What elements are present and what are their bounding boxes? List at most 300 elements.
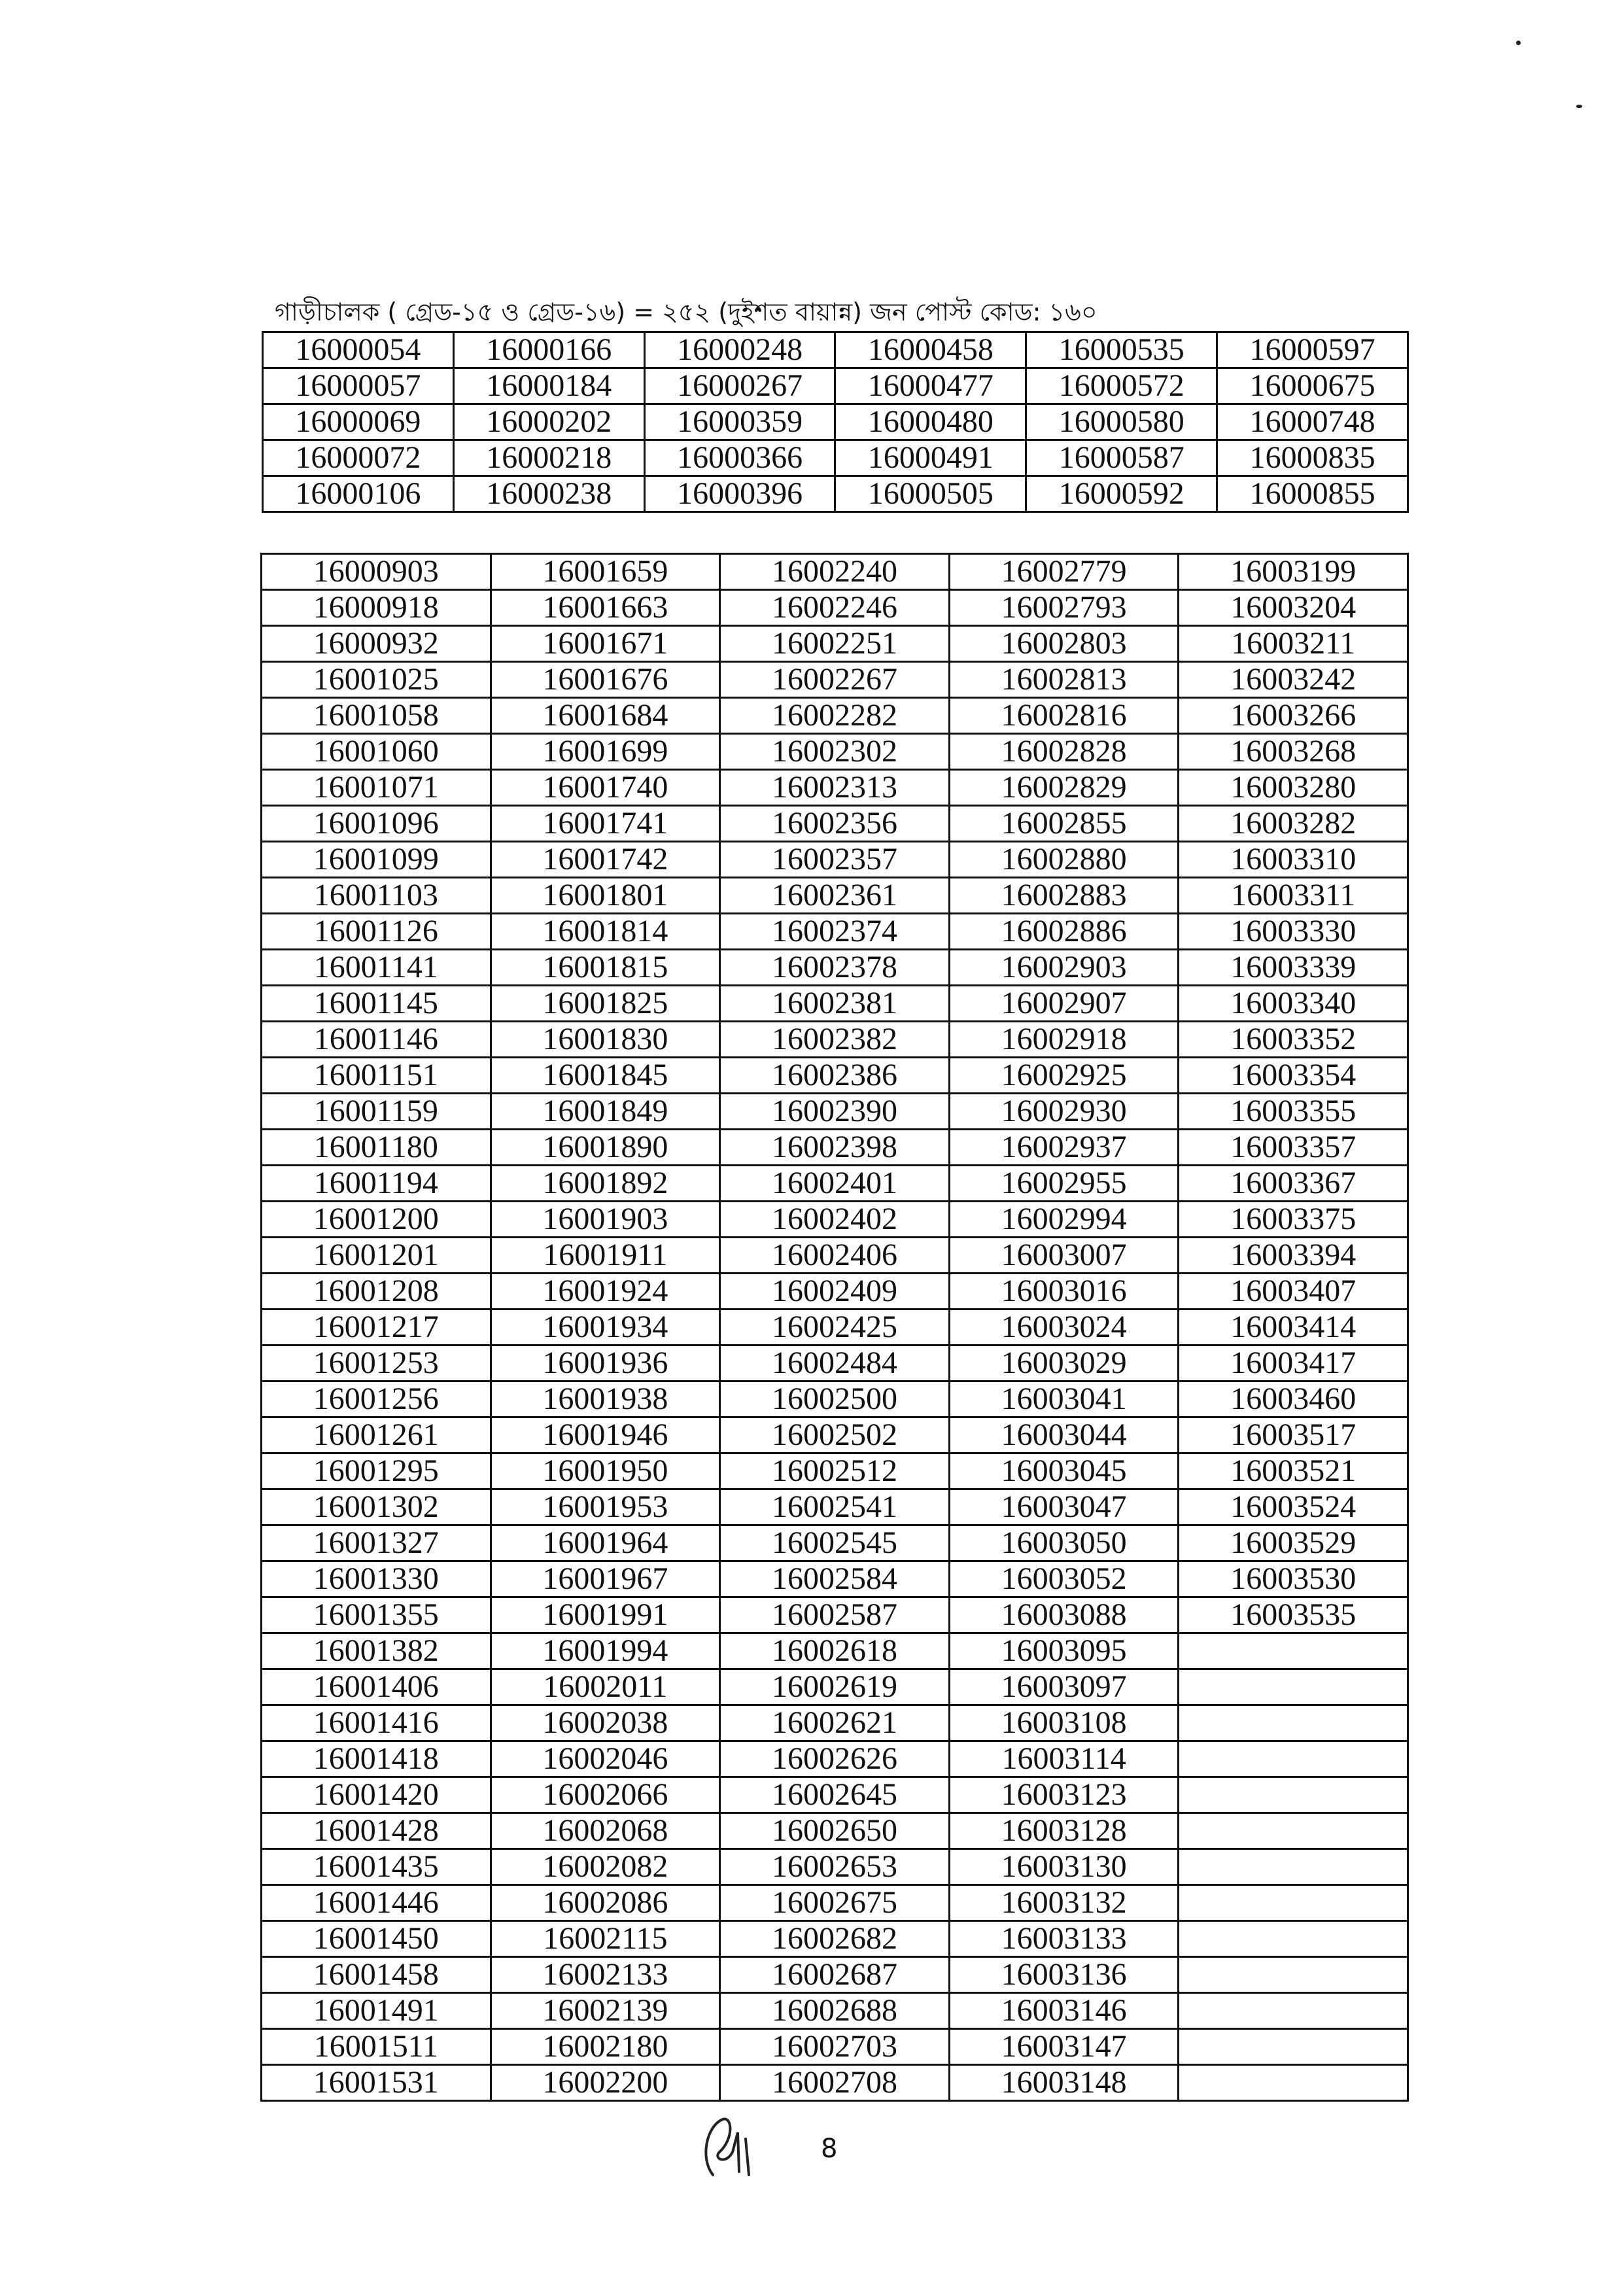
- roll-number-cell: 16001458: [262, 1957, 491, 1993]
- roll-number-cell: 16002386: [720, 1058, 950, 1094]
- roll-number-cell: 16002038: [491, 1705, 720, 1741]
- roll-number-cell: 16001491: [262, 1993, 491, 2029]
- table-row: [262, 986, 1408, 1022]
- roll-number-cell: 16001814: [491, 914, 720, 950]
- roll-number-cell: 16000359: [644, 404, 835, 440]
- roll-number-cell: 16003310: [1179, 842, 1408, 878]
- roll-number-cell: 16002313: [720, 770, 950, 806]
- roll-number-cell: 16000054: [263, 332, 454, 368]
- roll-number-cell: 16001946: [491, 1417, 720, 1453]
- roll-number-cell: 16001967: [491, 1561, 720, 1597]
- roll-number-cell: 16000748: [1217, 404, 1408, 440]
- roll-number-cell: 16001446: [262, 1885, 491, 1921]
- roll-number-cell: [1179, 1633, 1408, 1669]
- roll-number-cell: 16003029: [949, 1346, 1179, 1381]
- roll-number-cell: 16003330: [1179, 914, 1408, 950]
- roll-number-table-1: [262, 331, 1409, 513]
- roll-number-cell: 16002994: [949, 1202, 1179, 1238]
- roll-number-cell: 16003146: [949, 1993, 1179, 2029]
- roll-number-cell: 16002930: [949, 1094, 1179, 1130]
- table-row: [263, 440, 1408, 476]
- table-row: [263, 368, 1408, 404]
- roll-number-cell: 16002793: [949, 590, 1179, 626]
- roll-number-cell: 16002302: [720, 734, 950, 770]
- roll-number-cell: [1179, 1741, 1408, 1777]
- roll-number-cell: 16002779: [949, 554, 1179, 590]
- roll-number-cell: 16002682: [720, 1921, 950, 1957]
- roll-number-cell: 16001531: [262, 2065, 491, 2101]
- roll-number-cell: 16000057: [263, 368, 454, 404]
- roll-number-cell: 16002645: [720, 1777, 950, 1813]
- roll-number-cell: 16000458: [835, 332, 1026, 368]
- roll-number-cell: 16001416: [262, 1705, 491, 1741]
- roll-number-cell: 16003052: [949, 1561, 1179, 1597]
- roll-number-cell: 16001180: [262, 1130, 491, 1166]
- roll-number-cell: 16002011: [491, 1669, 720, 1705]
- roll-number-cell: 16003266: [1179, 698, 1408, 734]
- roll-number-cell: 16003016: [949, 1274, 1179, 1310]
- section-heading: গাড়ীচালক ( গ্রেড-১৫ ও গ্রেড-১৬) = ২৫২ (দুইশত বায়ান্ন) জন পোস্ট কোড: ১৬০: [275, 298, 1097, 326]
- roll-number-cell: 16001302: [262, 1489, 491, 1525]
- roll-number-cell: 16003050: [949, 1525, 1179, 1561]
- table-row: [262, 1202, 1408, 1238]
- roll-number-cell: 16002618: [720, 1633, 950, 1669]
- roll-number-cell: 16003123: [949, 1777, 1179, 1813]
- roll-number-cell: 16001741: [491, 806, 720, 842]
- roll-number-cell: 16000106: [263, 476, 454, 512]
- roll-number-cell: 16003095: [949, 1633, 1179, 1669]
- roll-number-cell: 16002541: [720, 1489, 950, 1525]
- roll-number-cell: 16003524: [1179, 1489, 1408, 1525]
- table-row: [262, 950, 1408, 986]
- roll-number-cell: 16001934: [491, 1310, 720, 1346]
- roll-number-cell: 16002907: [949, 986, 1179, 1022]
- roll-number-cell: 16002955: [949, 1166, 1179, 1202]
- roll-number-cell: [1179, 1705, 1408, 1741]
- roll-number-cell: 16003045: [949, 1453, 1179, 1489]
- table-row: [262, 590, 1408, 626]
- roll-number-cell: 16001096: [262, 806, 491, 842]
- roll-number-cell: 16002545: [720, 1525, 950, 1561]
- roll-number-cell: [1179, 2065, 1408, 2101]
- roll-number-cell: 16003280: [1179, 770, 1408, 806]
- table-row: [262, 1238, 1408, 1274]
- roll-number-cell: 16002626: [720, 1741, 950, 1777]
- page-number: 8: [821, 2134, 838, 2164]
- roll-number-cell: 16002703: [720, 2029, 950, 2065]
- roll-number-cell: 16002133: [491, 1957, 720, 1993]
- roll-number-cell: 16001099: [262, 842, 491, 878]
- roll-number-cell: 16001511: [262, 2029, 491, 2065]
- roll-number-cell: 16003128: [949, 1813, 1179, 1849]
- roll-number-cell: 16002855: [949, 806, 1179, 842]
- table-row: [262, 1525, 1408, 1561]
- roll-number-cell: 16002267: [720, 662, 950, 698]
- roll-number-cell: 16001684: [491, 698, 720, 734]
- roll-number-cell: 16003147: [949, 2029, 1179, 2065]
- roll-number-cell: 16002356: [720, 806, 950, 842]
- table-row: [262, 878, 1408, 914]
- roll-number-cell: 16002406: [720, 1238, 950, 1274]
- roll-number-cell: 16003132: [949, 1885, 1179, 1921]
- roll-number-cell: 16002484: [720, 1346, 950, 1381]
- roll-number-cell: 16001740: [491, 770, 720, 806]
- roll-number-cell: 16000166: [453, 332, 644, 368]
- roll-number-cell: 16000480: [835, 404, 1026, 440]
- roll-number-cell: 16000505: [835, 476, 1026, 512]
- roll-number-cell: 16001742: [491, 842, 720, 878]
- roll-number-cell: 16001253: [262, 1346, 491, 1381]
- table-row: [262, 1310, 1408, 1346]
- roll-number-cell: 16002828: [949, 734, 1179, 770]
- table-row: [262, 1741, 1408, 1777]
- table-row: [262, 1957, 1408, 1993]
- roll-number-cell: 16002653: [720, 1849, 950, 1885]
- roll-number-cell: 16001964: [491, 1525, 720, 1561]
- roll-number-cell: 16003242: [1179, 662, 1408, 698]
- table-row: [262, 1849, 1408, 1885]
- roll-number-cell: 16001058: [262, 698, 491, 734]
- roll-number-cell: 16003199: [1179, 554, 1408, 590]
- roll-number-cell: 16001208: [262, 1274, 491, 1310]
- roll-number-cell: 16003211: [1179, 626, 1408, 662]
- table-row: [262, 842, 1408, 878]
- table-row: [262, 554, 1408, 590]
- roll-number-cell: 16001406: [262, 1669, 491, 1705]
- roll-number-cell: 16001676: [491, 662, 720, 698]
- roll-number-cell: 16003407: [1179, 1274, 1408, 1310]
- roll-number-cell: 16001071: [262, 770, 491, 806]
- roll-number-cell: 16003355: [1179, 1094, 1408, 1130]
- roll-number-cell: 16000535: [1026, 332, 1217, 368]
- roll-number-cell: 16001663: [491, 590, 720, 626]
- roll-number-cell: 16002587: [720, 1597, 950, 1633]
- roll-number-cell: 16003311: [1179, 878, 1408, 914]
- table-row: [262, 1669, 1408, 1705]
- table-row: [262, 806, 1408, 842]
- roll-number-cell: 16000248: [644, 332, 835, 368]
- roll-number-cell: 16001991: [491, 1597, 720, 1633]
- roll-number-cell: 16000918: [262, 590, 491, 626]
- roll-number-cell: 16002200: [491, 2065, 720, 2101]
- roll-number-cell: 16001890: [491, 1130, 720, 1166]
- roll-number-cell: 16001330: [262, 1561, 491, 1597]
- roll-number-cell: 16000903: [262, 554, 491, 590]
- table-row: [262, 914, 1408, 950]
- roll-number-cell: 16001435: [262, 1849, 491, 1885]
- roll-number-cell: 16002046: [491, 1741, 720, 1777]
- roll-number-cell: 16002500: [720, 1381, 950, 1417]
- table-row: [263, 332, 1408, 368]
- table-row: [262, 626, 1408, 662]
- roll-number-cell: 16000184: [453, 368, 644, 404]
- roll-number-cell: 16000597: [1217, 332, 1408, 368]
- table-row: [262, 1130, 1408, 1166]
- table-row: [262, 1561, 1408, 1597]
- roll-number-cell: 16001936: [491, 1346, 720, 1381]
- roll-number-cell: 16001903: [491, 1202, 720, 1238]
- signature-mark: [687, 2113, 765, 2178]
- roll-number-cell: 16003204: [1179, 590, 1408, 626]
- table-row: [262, 1453, 1408, 1489]
- roll-number-cell: 16001256: [262, 1381, 491, 1417]
- roll-number-cell: 16001141: [262, 950, 491, 986]
- roll-number-cell: 16003282: [1179, 806, 1408, 842]
- table-row: [262, 1274, 1408, 1310]
- roll-number-cell: 16002246: [720, 590, 950, 626]
- roll-number-cell: 16002115: [491, 1921, 720, 1957]
- roll-number-cell: 16003414: [1179, 1310, 1408, 1346]
- roll-number-cell: 16002880: [949, 842, 1179, 878]
- roll-number-cell: 16001699: [491, 734, 720, 770]
- roll-number-cell: 16000675: [1217, 368, 1408, 404]
- table-row: [262, 1022, 1408, 1058]
- roll-number-cell: 16002687: [720, 1957, 950, 1993]
- roll-number-cell: 16001025: [262, 662, 491, 698]
- roll-number-cell: 16001892: [491, 1166, 720, 1202]
- roll-number-cell: 16002883: [949, 878, 1179, 914]
- roll-number-cell: 16003044: [949, 1417, 1179, 1453]
- roll-number-cell: 16002240: [720, 554, 950, 590]
- roll-number-cell: 16000835: [1217, 440, 1408, 476]
- roll-number-cell: 16002381: [720, 986, 950, 1022]
- roll-number-cell: 16001355: [262, 1597, 491, 1633]
- roll-number-cell: [1179, 1921, 1408, 1957]
- roll-number-cell: [1179, 1849, 1408, 1885]
- table-row: [262, 1058, 1408, 1094]
- roll-number-cell: 16003367: [1179, 1166, 1408, 1202]
- roll-number-cell: 16003339: [1179, 950, 1408, 986]
- roll-number-cell: 16001201: [262, 1238, 491, 1274]
- roll-number-cell: 16002584: [720, 1561, 950, 1597]
- roll-number-cell: 16000366: [644, 440, 835, 476]
- table-row: [262, 1346, 1408, 1381]
- table-row: [262, 1993, 1408, 2029]
- roll-number-cell: 16003529: [1179, 1525, 1408, 1561]
- table-row: [262, 1777, 1408, 1813]
- roll-number-cell: 16000580: [1026, 404, 1217, 440]
- scan-speck: [1576, 105, 1582, 108]
- roll-number-cell: 16001200: [262, 1202, 491, 1238]
- roll-number-cell: 16002650: [720, 1813, 950, 1849]
- roll-number-cell: 16002282: [720, 698, 950, 734]
- roll-number-cell: 16003130: [949, 1849, 1179, 1885]
- roll-number-cell: 16003530: [1179, 1561, 1408, 1597]
- roll-number-cell: 16001849: [491, 1094, 720, 1130]
- roll-number-cell: 16003521: [1179, 1453, 1408, 1489]
- roll-number-cell: 16001151: [262, 1058, 491, 1094]
- roll-number-cell: 16002803: [949, 626, 1179, 662]
- table-row: [262, 1885, 1408, 1921]
- roll-number-cell: 16002361: [720, 878, 950, 914]
- roll-number-cell: 16002251: [720, 626, 950, 662]
- table-row: [262, 1094, 1408, 1130]
- table-row: [262, 698, 1408, 734]
- roll-number-cell: 16003047: [949, 1489, 1179, 1525]
- roll-number-cell: 16000202: [453, 404, 644, 440]
- roll-number-cell: 16003517: [1179, 1417, 1408, 1453]
- roll-number-cell: 16002409: [720, 1274, 950, 1310]
- roll-number-cell: 16003417: [1179, 1346, 1408, 1381]
- roll-number-cell: 16000855: [1217, 476, 1408, 512]
- roll-number-cell: 16003340: [1179, 986, 1408, 1022]
- roll-number-cell: 16001801: [491, 878, 720, 914]
- roll-number-cell: [1179, 1957, 1408, 1993]
- roll-number-cell: [1179, 1993, 1408, 2029]
- roll-number-cell: 16001924: [491, 1274, 720, 1310]
- roll-number-cell: 16001145: [262, 986, 491, 1022]
- roll-number-cell: 16002082: [491, 1849, 720, 1885]
- roll-number-cell: 16001420: [262, 1777, 491, 1813]
- roll-number-cell: 16000069: [263, 404, 454, 440]
- roll-number-cell: 16001845: [491, 1058, 720, 1094]
- roll-number-cell: [1179, 1669, 1408, 1705]
- roll-number-cell: [1179, 1777, 1408, 1813]
- roll-number-cell: 16001659: [491, 554, 720, 590]
- roll-number-cell: 16001194: [262, 1166, 491, 1202]
- roll-number-cell: 16002068: [491, 1813, 720, 1849]
- roll-number-cell: 16002390: [720, 1094, 950, 1130]
- roll-number-cell: 16000238: [453, 476, 644, 512]
- roll-number-cell: 16001159: [262, 1094, 491, 1130]
- roll-number-cell: 16003024: [949, 1310, 1179, 1346]
- roll-number-cell: 16000396: [644, 476, 835, 512]
- roll-number-cell: 16001418: [262, 1741, 491, 1777]
- roll-number-cell: 16003133: [949, 1921, 1179, 1957]
- roll-number-cell: 16003148: [949, 2065, 1179, 2101]
- roll-number-cell: 16003460: [1179, 1381, 1408, 1417]
- roll-number-cell: 16002401: [720, 1166, 950, 1202]
- roll-number-cell: 16002378: [720, 950, 950, 986]
- roll-number-cell: 16002903: [949, 950, 1179, 986]
- table-row: [262, 1381, 1408, 1417]
- roll-number-cell: 16002813: [949, 662, 1179, 698]
- roll-number-cell: 16002621: [720, 1705, 950, 1741]
- roll-number-cell: 16001911: [491, 1238, 720, 1274]
- roll-number-cell: 16002357: [720, 842, 950, 878]
- roll-number-cell: 16000218: [453, 440, 644, 476]
- roll-number-cell: 16002502: [720, 1417, 950, 1453]
- table-row: [262, 662, 1408, 698]
- roll-number-cell: 16001450: [262, 1921, 491, 1957]
- table-row: [262, 1489, 1408, 1525]
- roll-number-cell: 16001938: [491, 1381, 720, 1417]
- roll-number-cell: 16003114: [949, 1741, 1179, 1777]
- roll-number-cell: 16002816: [949, 698, 1179, 734]
- roll-number-cell: 16001295: [262, 1453, 491, 1489]
- roll-number-table-2: [260, 553, 1409, 2102]
- table-row: [263, 404, 1408, 440]
- table-row: [262, 1597, 1408, 1633]
- roll-number-cell: 16001103: [262, 878, 491, 914]
- roll-number-cell: [1179, 1813, 1408, 1849]
- roll-number-cell: 16002086: [491, 1885, 720, 1921]
- roll-number-cell: 16003354: [1179, 1058, 1408, 1094]
- roll-number-cell: 16001428: [262, 1813, 491, 1849]
- roll-number-cell: 16001146: [262, 1022, 491, 1058]
- roll-number-cell: 16003375: [1179, 1202, 1408, 1238]
- roll-number-cell: 16001327: [262, 1525, 491, 1561]
- roll-number-cell: 16000587: [1026, 440, 1217, 476]
- roll-number-cell: 16002708: [720, 2065, 950, 2101]
- roll-number-cell: 16003097: [949, 1669, 1179, 1705]
- table-row: [262, 770, 1408, 806]
- roll-number-cell: 16001953: [491, 1489, 720, 1525]
- roll-number-cell: 16001060: [262, 734, 491, 770]
- roll-number-cell: 16003268: [1179, 734, 1408, 770]
- roll-number-cell: 16003108: [949, 1705, 1179, 1741]
- roll-number-cell: 16002512: [720, 1453, 950, 1489]
- table-row: [262, 1705, 1408, 1741]
- roll-number-cell: 16002398: [720, 1130, 950, 1166]
- roll-number-cell: 16000491: [835, 440, 1026, 476]
- roll-number-cell: 16003352: [1179, 1022, 1408, 1058]
- roll-number-cell: 16002180: [491, 2029, 720, 2065]
- roll-number-cell: 16002829: [949, 770, 1179, 806]
- table-row: [263, 476, 1408, 512]
- roll-number-cell: 16001217: [262, 1310, 491, 1346]
- roll-number-cell: 16003088: [949, 1597, 1179, 1633]
- table-row: [262, 2029, 1408, 2065]
- roll-number-cell: 16002886: [949, 914, 1179, 950]
- table-row: [262, 734, 1408, 770]
- roll-number-cell: 16001671: [491, 626, 720, 662]
- roll-number-cell: 16001825: [491, 986, 720, 1022]
- roll-number-cell: 16001994: [491, 1633, 720, 1669]
- roll-number-cell: 16001382: [262, 1633, 491, 1669]
- roll-number-cell: 16002402: [720, 1202, 950, 1238]
- roll-number-cell: 16000592: [1026, 476, 1217, 512]
- roll-number-cell: 16001950: [491, 1453, 720, 1489]
- roll-number-cell: 16002382: [720, 1022, 950, 1058]
- roll-number-cell: 16003136: [949, 1957, 1179, 1993]
- roll-number-cell: 16002619: [720, 1669, 950, 1705]
- roll-number-cell: 16001261: [262, 1417, 491, 1453]
- roll-number-cell: 16002066: [491, 1777, 720, 1813]
- roll-number-cell: [1179, 1885, 1408, 1921]
- table-row: [262, 1633, 1408, 1669]
- roll-number-cell: 16001126: [262, 914, 491, 950]
- roll-number-cell: 16002374: [720, 914, 950, 950]
- roll-number-cell: 16000932: [262, 626, 491, 662]
- table-row: [262, 2065, 1408, 2101]
- roll-number-cell: 16000572: [1026, 368, 1217, 404]
- roll-number-cell: 16000267: [644, 368, 835, 404]
- roll-number-cell: 16000072: [263, 440, 454, 476]
- roll-number-cell: 16003007: [949, 1238, 1179, 1274]
- roll-number-cell: 16003394: [1179, 1238, 1408, 1274]
- table-row: [262, 1166, 1408, 1202]
- roll-number-cell: 16002918: [949, 1022, 1179, 1058]
- table-row: [262, 1921, 1408, 1957]
- roll-number-cell: 16002675: [720, 1885, 950, 1921]
- roll-number-cell: 16002925: [949, 1058, 1179, 1094]
- roll-number-cell: 16002937: [949, 1130, 1179, 1166]
- roll-number-cell: [1179, 2029, 1408, 2065]
- roll-number-cell: 16003357: [1179, 1130, 1408, 1166]
- roll-number-cell: 16002139: [491, 1993, 720, 2029]
- table-row: [262, 1813, 1408, 1849]
- table-row: [262, 1417, 1408, 1453]
- roll-number-cell: 16000477: [835, 368, 1026, 404]
- roll-number-cell: 16002425: [720, 1310, 950, 1346]
- roll-number-cell: 16003535: [1179, 1597, 1408, 1633]
- roll-number-cell: 16002688: [720, 1993, 950, 2029]
- scan-speck: [1516, 41, 1521, 45]
- roll-number-cell: 16003041: [949, 1381, 1179, 1417]
- roll-number-cell: 16001830: [491, 1022, 720, 1058]
- roll-number-cell: 16001815: [491, 950, 720, 986]
